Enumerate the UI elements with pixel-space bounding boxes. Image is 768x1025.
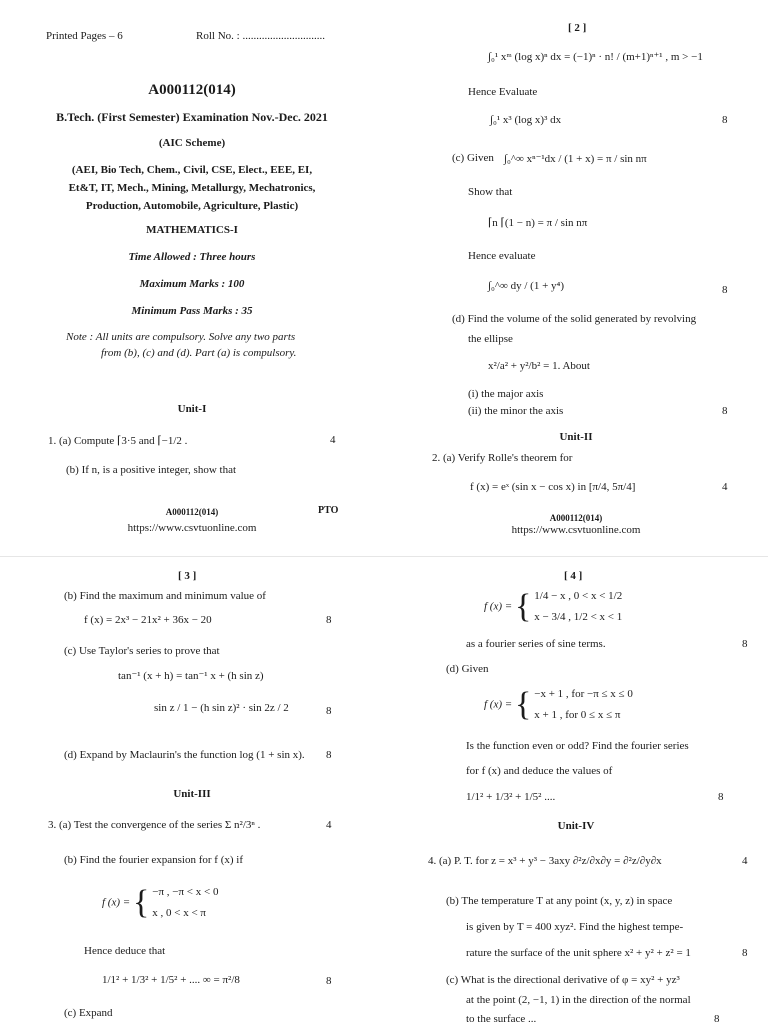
question-2a-formula: f (x) = eˣ (sin x − cos x) in [π/4, 5π/4] [470,481,636,493]
question-c-formula-2: sin z / 1 − (h sin z)² · sin 2z / 2 [154,702,289,714]
paper-code: A000112(014) [148,82,236,98]
question-c: (c) Use Taylor's series to prove that [64,645,220,657]
page-4 [384,556,768,1024]
max-marks: Maximum Marks : 100 [139,278,245,290]
page-number: [ 2 ] [568,22,587,34]
question-4a-marks: 4 [742,855,748,867]
question-d-series: 1/1² + 1/3² + 1/5² .... [466,791,556,803]
question-d: (d) Expand by Maclaurin's the function log (1 + sin x). [64,749,305,761]
page-1 [0,0,384,556]
q-c-marks: 8 [722,284,728,296]
footer-url: https://www.csvtuonline.com [511,524,641,536]
question-c-label: (c) Given [452,152,494,164]
question-1a: 1. (a) Compute ⌈3·5 and ⌈−1/2 . [48,435,188,447]
hence-evaluate: Hence Evaluate [468,86,538,98]
page-number: [ 3 ] [178,570,197,582]
question-d-text-2: for f (x) and deduce the values of [466,765,613,777]
question-c-next: (c) Expand [64,1007,113,1019]
question-4c-marks: 8 [714,1013,720,1025]
hence-deduce: Hence deduce that [84,945,166,957]
question-c-formula: ∫₀^∞ xⁿ⁻¹dx / (1 + x) = π / sin nπ [504,153,647,165]
question-4b-line-2: is given by T = 400 xyz². Find the highest tempe- [466,921,684,933]
scheme: (AIC Scheme) [158,137,226,149]
series-formula: 1/1² + 1/3² + 1/5² + .... ∞ = π²/8 [102,974,240,986]
unit-heading: Unit-III [173,788,211,800]
question-b-marks: 8 [326,614,332,626]
formula-evaluate-1: ∫₀¹ x³ (log x)³ dx [490,114,562,126]
case-1: 1/4 − x , 0 < x < 1/2 [534,590,623,602]
printed-pages: Printed Pages – 6 [46,30,123,42]
footer-code: A000112(014) [549,513,603,523]
page-3 [0,556,384,1024]
q-d-marks: 8 [722,405,728,417]
question-d-text-1: Is the function even or odd? Find the fourier series [466,740,689,752]
show-formula: ⌈n ⌈(1 − n) = π / sin nπ [488,217,588,229]
hence-evaluate-2: Hence evaluate [468,250,536,262]
question-4c-line-1: (c) What is the directional derivative of φ = xy² + yz³ [446,974,680,986]
question-d-ii: (ii) the minor the axis [468,405,564,417]
pto: PTO [318,505,339,516]
question-b-formula: f (x) = 2x³ − 21x² + 36x − 20 [84,614,212,626]
footer-code: A000112(014) [165,507,219,517]
formula-beta-log: ∫₀¹ xᵐ (log x)ⁿ dx = (−1)ⁿ · n! / (m+1)ⁿ⁺¹ , m > −1 [488,51,703,63]
question-d-marks: 8 [326,749,332,761]
question-d-marks: 8 [718,791,724,803]
question-4a: 4. (a) P. T. for z = x³ + y³ − 3axy ∂²z/∂x∂y = ∂²z/∂y∂x [428,855,662,867]
piecewise-function-d: f (x) = { −x + 1 , for −π ≤ x ≤ 0 x + 1 , for 0 ≤ x ≤ π [484,685,633,723]
exam-title: B.Tech. (First Semester) Examination Nov.-Dec. 2021 [56,110,328,124]
q-b-marks: 8 [722,114,728,126]
question-c-marks: 8 [326,705,332,717]
formula-evaluate-2: ∫₀^∞ dy / (1 + y⁴) [488,280,565,292]
case-2: x + 1 , for 0 ≤ x ≤ π [534,708,621,721]
question-4b-line-1: (b) The temperature T at any point (x, y, z) in space [446,895,673,907]
question-1b: (b) If n, is a positive integer, show that [66,464,237,476]
question-3a-marks: 4 [326,819,332,831]
subject: MATHEMATICS-I [146,224,238,236]
fourier-sine-marks: 8 [742,638,748,650]
fourier-sine-text: as a fourier series of sine terms. [466,638,606,650]
case-2: x , 0 < x < π [152,906,206,919]
question-d-line-2: the ellipse [468,333,513,345]
question-c-formula-1: tan⁻¹ (x + h) = tan⁻¹ x + (h sin z) [118,670,264,682]
question-2a-marks: 4 [722,481,728,493]
case-1: −x + 1 , for −π ≤ x ≤ 0 [534,688,633,700]
question-4c-line-3: to the surface ... [466,1013,537,1025]
show-that: Show that [468,186,513,198]
page-2 [384,0,768,556]
time-allowed: Time Allowed : Three hours [128,251,256,263]
branches-line-2: Et&T, IT, Mech., Mining, Metallurgy, Mechatronics, [68,182,316,194]
branches-line-1: (AEI, Bio Tech, Chem., Civil, CSE, Elect., EEE, EI, [71,164,313,176]
unit-heading: Unit-I [177,403,207,415]
page-number: [ 4 ] [564,570,583,582]
question-1a-marks: 4 [330,434,336,446]
footer-url: https://www.csvtuonline.com [127,522,257,534]
question-3b: (b) Find the fourier expansion for f (x) if [64,854,244,866]
series-marks: 8 [326,975,332,987]
piecewise-function: f (x) = { 1/4 − x , 0 < x < 1/2 x − 3/4 , 1/2 < x < 1 [484,587,623,625]
branches-line-3: Production, Automobile, Agriculture, Plastic) [85,200,299,212]
case-2: x − 3/4 , 1/2 < x < 1 [534,610,623,623]
question-b: (b) Find the maximum and minimum value of [64,590,266,602]
question-d-line-1: (d) Find the volume of the solid generated by revolving [452,313,697,325]
question-2a: 2. (a) Verify Rolle's theorem for [432,452,573,464]
question-4b-line-3: rature the surface of the unit sphere x² + y² + z² = 1 [466,947,691,959]
min-marks: Minimum Pass Marks : 35 [131,305,253,317]
case-1: −π , −π < x < 0 [152,886,219,898]
note-line-2: from (b), (c) and (d). Part (a) is compulsory. [101,347,297,359]
roll-number: Roll No. : .............................. [196,30,325,42]
question-3a: 3. (a) Test the convergence of the series Σ n²/3ⁿ . [48,819,261,831]
note-line-1: Note : All units are compulsory. Solve any two parts [66,331,296,343]
question-4b-marks: 8 [742,947,748,959]
question-4c-line-2: at the point (2, −1, 1) in the direction of the normal [466,994,691,1006]
question-d-i: (i) the major axis [468,388,544,400]
question-d: (d) Given [446,663,489,675]
unit-heading: Unit-II [559,431,593,443]
ellipse-equation: x²/a² + y²/b² = 1. About [488,360,590,372]
piecewise-function: f (x) = { −π , −π < x < 0 x , 0 < x < π [102,883,219,921]
unit-heading: Unit-IV [557,820,595,832]
